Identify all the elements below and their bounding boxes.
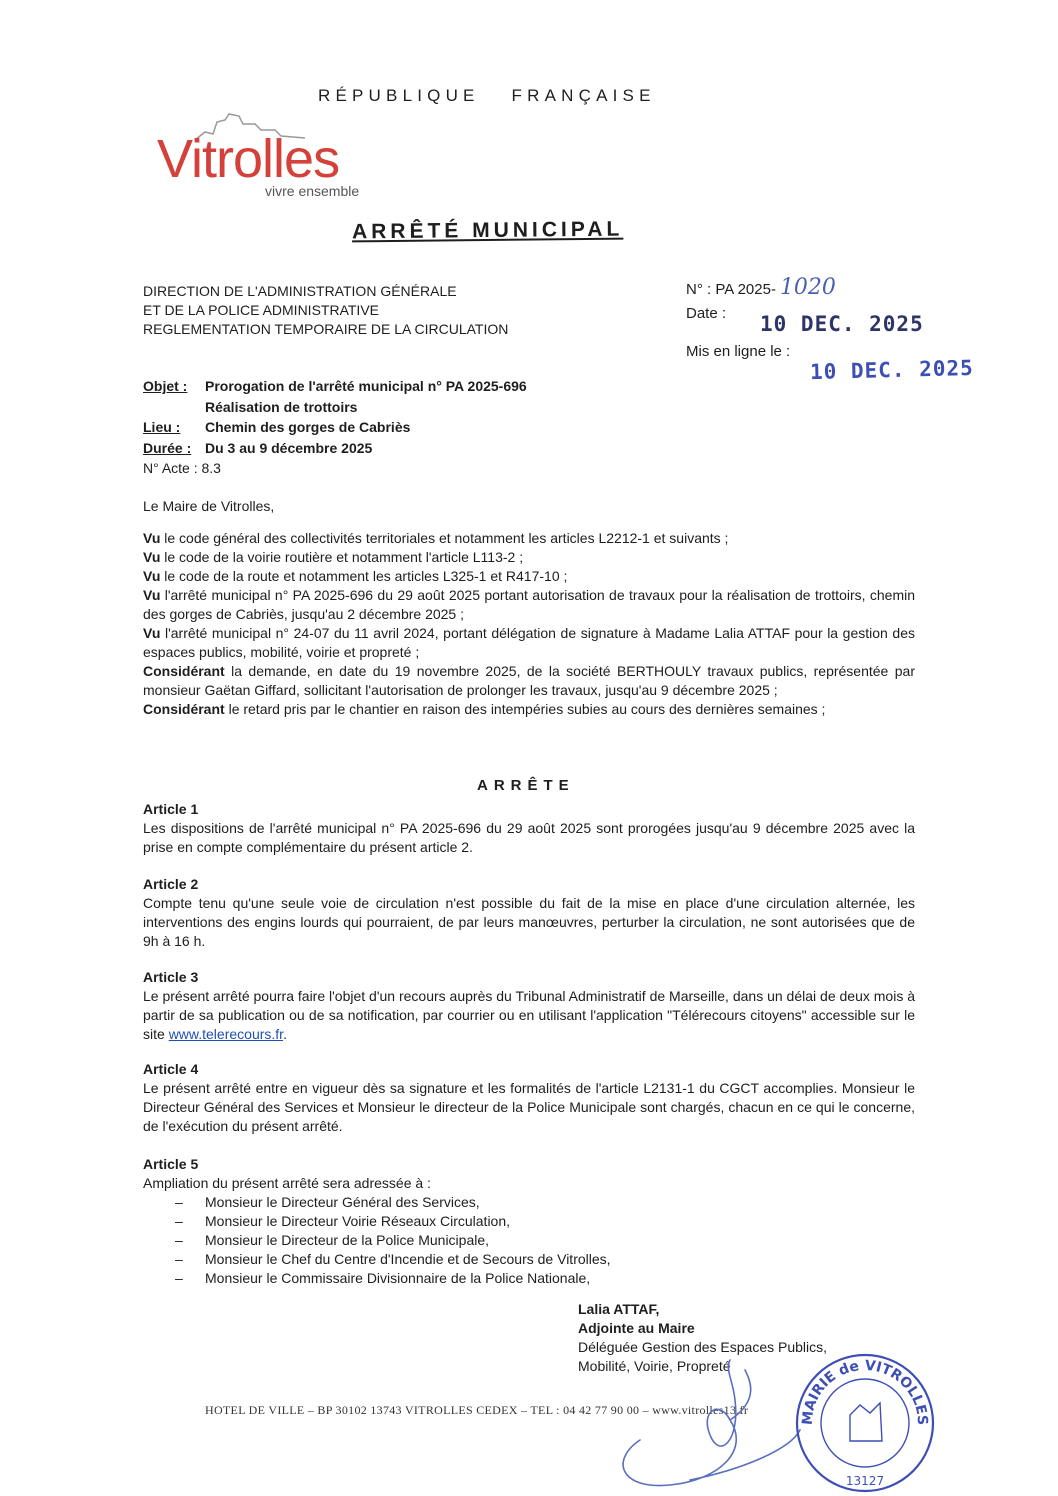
online-label: Mis en ligne le : bbox=[686, 343, 791, 360]
article-title: Article 1 bbox=[143, 801, 199, 817]
arrete-heading: ARRÊTE bbox=[477, 777, 575, 794]
lieu-text: Chemin des gorges de Cabriès bbox=[205, 419, 411, 435]
direction-line: ET DE LA POLICE ADMINISTRATIVE bbox=[143, 302, 379, 318]
mairie-seal-icon bbox=[790, 1343, 940, 1493]
list-item: – Monsieur le Directeur Voirie Réseaux Circulation, bbox=[175, 1213, 511, 1229]
article-title: Article 4 bbox=[143, 1061, 199, 1077]
visa-item: Vu l'arrêté municipal n° 24-07 du 11 avril 2024, portant délégation de signature à Madame Lalia ATTAF pour la gestion des espaces publics, mobilité, voirie et propreté ; bbox=[143, 625, 915, 660]
article-title: Article 3 bbox=[143, 969, 199, 985]
visas-list bbox=[143, 529, 915, 719]
article-2 bbox=[143, 875, 915, 951]
signatory-delegation: Déléguée Gestion des Espaces Publics, bbox=[578, 1339, 828, 1355]
direction-line: REGLEMENTATION TEMPORAIRE DE LA CIRCULATION bbox=[143, 321, 509, 337]
article-title: Article 2 bbox=[143, 876, 199, 892]
list-item: – Monsieur le Directeur de la Police Municipale, bbox=[175, 1232, 490, 1248]
seal-title: MAIRIE de VITROLLES bbox=[799, 1357, 931, 1426]
visa-item: Vu le code général des collectivités territoriales et notamment les articles L2212-1 et suivants ; bbox=[143, 530, 729, 546]
list-item: – Monsieur le Commissaire Divisionnaire de la Police Nationale, bbox=[175, 1270, 591, 1286]
duree-label: Durée : bbox=[143, 439, 192, 456]
visa-item: Vu l'arrêté municipal n° PA 2025-696 du 29 août 2025 portant autorisation de travaux pour la réalisation de trottoirs, chemin des gorges de Cabriès, jusqu'au 2 décembre 2025 ; bbox=[143, 587, 915, 622]
acte-number: N° Acte : 8.3 bbox=[143, 460, 221, 476]
visa-item: Considérant le retard pris par le chantier en raison des intempéries subies au cours des dernières semaines ; bbox=[143, 701, 826, 717]
direction-line: DIRECTION DE L'ADMINISTRATION GÉNÉRALE bbox=[143, 283, 457, 299]
article-text: Ampliation du présent arrêté sera adressée à : bbox=[143, 1175, 431, 1191]
signatory-delegation-2: Mobilité, Voirie, Propreté bbox=[578, 1358, 731, 1374]
article-3: Article 3 Le présent arrêté pourra faire l'objet d'un recours auprès du Tribunal Administratif de Marseille, dans un délai de deux mois à partir de sa publication ou de sa notification, par courrier ou en utilisant l'application "Télérecours citoyens" accessible sur le site www.telerecours.fr. bbox=[143, 969, 915, 1042]
numero-label: N° : PA 2025- bbox=[686, 281, 776, 298]
duree-text: Du 3 au 9 décembre 2025 bbox=[205, 439, 373, 456]
article-text: Les dispositions de l'arrêté municipal n° PA 2025-696 du 29 août 2025 sont prorogées jusqu'au 9 décembre 2025 avec la prise en compte complémentaire du présent article 2. bbox=[143, 820, 915, 855]
signatory-role: Adjointe au Maire bbox=[578, 1320, 695, 1336]
page-title: ARRÊTÉ MUNICIPAL bbox=[351, 217, 624, 244]
telerecours-link[interactable]: www.telerecours.fr bbox=[168, 1026, 284, 1042]
list-item: – Monsieur le Directeur Général des Services, bbox=[175, 1194, 480, 1210]
signatory-name: Lalia ATTAF, bbox=[578, 1301, 660, 1317]
republique-header: RÉPUBLIQUE FRANÇAISE bbox=[318, 86, 656, 105]
objet-block bbox=[143, 376, 527, 479]
vitrolles-logo bbox=[155, 112, 405, 202]
date-label: Date : bbox=[686, 305, 727, 322]
article-text: Compte tenu qu'une seule voie de circulation n'est possible du fait de la mise en place d'une circulation alternée, les interventions des engins lourds qui pourraient, de par leurs manœuvres, perturber la circulation, ne sont autorisées que de 9h à 16 h. bbox=[143, 895, 915, 949]
visa-item: Considérant la demande, en date du 19 novembre 2025, de la société BERTHOULY travaux publics, représentée par monsieur Gaëtan Giffard, sollicitant l'autorisation de prolonger les travaux, jusqu'au 9 décembre 2025 ; bbox=[143, 663, 915, 698]
article-4 bbox=[143, 1060, 915, 1136]
objet-text-2: Réalisation de trottoirs bbox=[205, 398, 358, 415]
seal-code: 13127 bbox=[845, 1474, 885, 1488]
maire-intro: Le Maire de Vitrolles, bbox=[143, 498, 275, 514]
list-item: – Monsieur le Chef du Centre d'Incendie et de Secours de Vitrolles, bbox=[175, 1251, 611, 1267]
objet-text: Prorogation de l'arrêté municipal n° PA 2025-696 bbox=[205, 378, 527, 394]
handwritten-number: 1020 bbox=[779, 275, 836, 300]
ampliation-list bbox=[143, 1193, 915, 1288]
article-1 bbox=[143, 800, 915, 857]
article-text: Le présent arrêté entre en vigueur dès sa signature et les formalités de l'article L2131-1 du CGCT accomplies. Monsieur le Directeur Général des Services et Monsieur le directeur de la Police Municipale sont chargés, chacun en ce qui le concerne, de l'exécution du présent arrêté. bbox=[143, 1080, 915, 1134]
article-title: Article 5 bbox=[143, 1156, 199, 1172]
objet-label: Objet : bbox=[143, 378, 188, 394]
logo-name: Vitrolles bbox=[157, 129, 340, 189]
svg-text:MAIRIE de VITROLLES bbox=[800, 1358, 931, 1426]
logo-tagline: vivre ensemble bbox=[265, 183, 360, 199]
lieu-label: Lieu : bbox=[143, 419, 181, 435]
visa-item: Vu le code de la voirie routière et notamment l'article L113-2 ; bbox=[143, 549, 524, 565]
article-5 bbox=[143, 1155, 915, 1288]
direction-block bbox=[143, 282, 508, 339]
footer-address: HOTEL DE VILLE – BP 30102 13743 VITROLLES CEDEX – TEL : 04 42 77 90 00 – www.vitrolles13.fr bbox=[205, 1403, 749, 1417]
visa-item: Vu le code de la route et notamment les articles L325-1 et R417-10 ; bbox=[143, 568, 568, 584]
online-date-stamp: 10 DEC. 2025 bbox=[809, 355, 975, 385]
date-stamp: 10 DEC. 2025 bbox=[760, 312, 924, 336]
article-text: Le présent arrêté pourra faire l'objet d'un recours auprès du Tribunal Administratif de Marseille, dans un délai de deux mois à partir de sa publication ou de sa notification, par courrier ou en utilisant l'application "Télérecours citoyens" accessible sur le site bbox=[143, 988, 915, 1042]
